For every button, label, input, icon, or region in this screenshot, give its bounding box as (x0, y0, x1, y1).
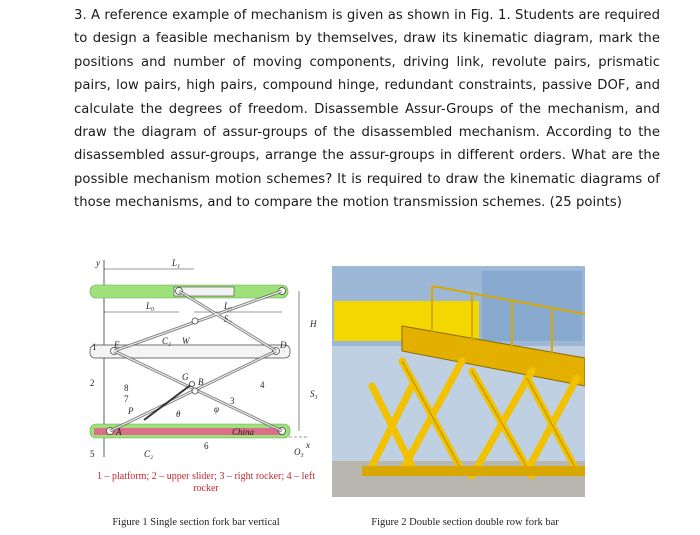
label-A: A (116, 427, 122, 437)
part-number-7: 7 (124, 394, 129, 404)
part-number-6: 6 (204, 441, 209, 451)
figure-1-title: Figure 1 Single section fork bar vertical (112, 517, 280, 528)
label-L0-right: L₀ (224, 301, 233, 311)
label-phi: φ (214, 404, 219, 414)
label-P: P (128, 406, 134, 416)
label-S3: S₃ (310, 389, 318, 399)
figure-2-title: Figure 2 Double section double row fork bar (371, 517, 559, 528)
label-G: G (182, 372, 189, 382)
label-L0-left: L₀ (146, 301, 155, 311)
label-B: B (198, 377, 204, 387)
question-text: 3. A reference example of mechanism is given as shown in Fig. 1. Students are required to design a feasible mechanism by themselves, draw its kinematic diagram, mark the positions and number of moving components, driving link, revolute pairs, prismatic pairs, low pairs, high pairs, compound hinge, redundant constraints, passive DOF, and calculate the degrees of freedom. Disassemble Assur-Groups of the mechanism, and draw the diagram of assur-groups of the disassembled mechanism. According to the disassembled assur-groups, arrange the assur-groups in different orders. What are the possible mechanism motion schemes? It is required to draw the kinematic diagrams of those mechanisms, and to compare the motion transmission schemes. (25 points) (74, 8, 660, 211)
middle-frame (90, 345, 290, 358)
part-number-4: 4 (260, 380, 265, 390)
y-axis-label: y (96, 258, 100, 268)
label-L1: L₁ (172, 258, 181, 268)
figure-1-caption: 1 – platform; 2 – upper slider; 3 – right rocker; 4 – left rocker (96, 471, 315, 494)
label-C2: C₂ (144, 449, 154, 459)
label-S2: S₂ (224, 314, 232, 324)
part-number-1: 1 (92, 342, 97, 352)
label-D: D (280, 340, 287, 350)
label-W: W (182, 336, 190, 346)
x-axis-label: x (306, 440, 310, 450)
label-E: E (114, 340, 120, 350)
part-number-3: 3 (230, 396, 235, 406)
label-china: China (232, 427, 255, 437)
label-O3: O₃ (294, 447, 304, 457)
figure-1-diagram (84, 252, 329, 472)
part-number-8: 8 (124, 383, 129, 393)
part-number-2: 2 (90, 378, 95, 388)
label-H: H (310, 319, 317, 329)
label-C1: C₁ (162, 336, 172, 346)
label-theta: θ (176, 409, 181, 419)
figure-2-photo (332, 266, 585, 497)
part-number-5: 5 (90, 449, 95, 459)
